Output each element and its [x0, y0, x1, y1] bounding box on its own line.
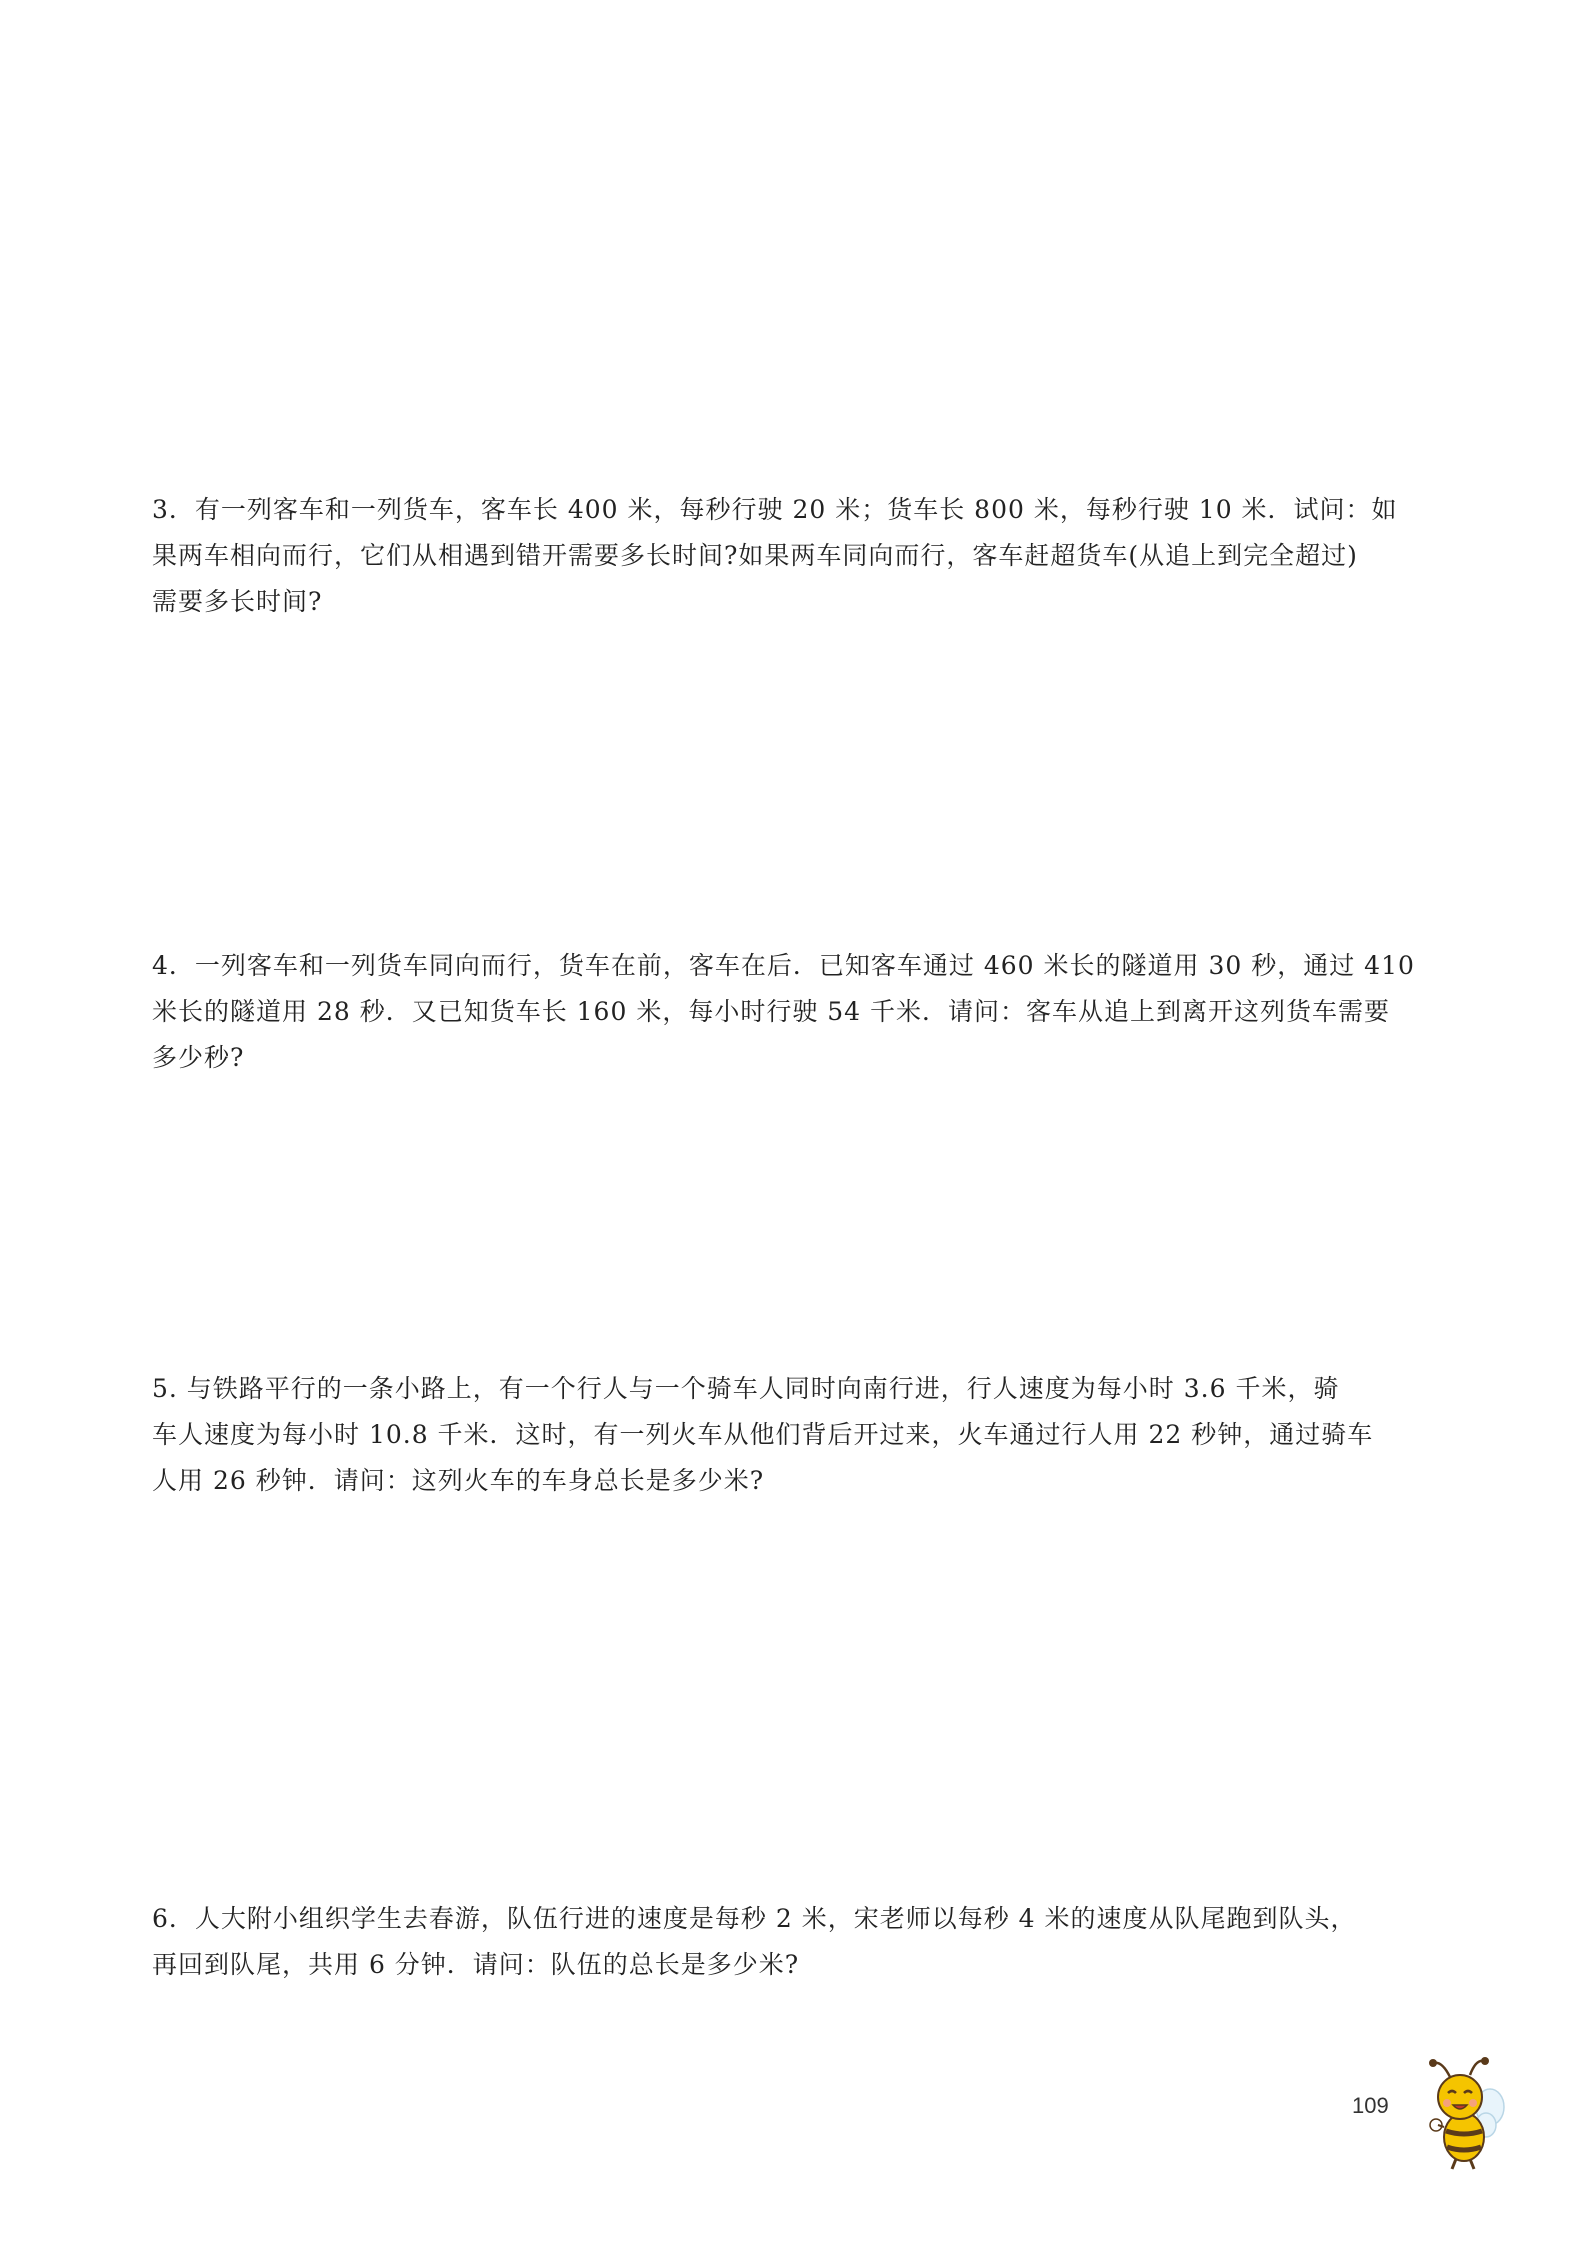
- bee-mascot-icon: [1420, 2055, 1510, 2175]
- problem-line: 4．一列客车和一列货车同向而行，货车在前，客车在后．已知客车通过 460 米长的隧道用 30 秒，通过 410: [152, 951, 1415, 980]
- problem-line: 6．人大附小组织学生去春游，队伍行进的速度是每秒 2 米，宋老师以每秒 4 米的速度从队尾跑到队头，: [152, 1904, 1357, 1933]
- problem-line: 多少秒?: [152, 1043, 245, 1072]
- page-number: 109: [1352, 2093, 1389, 2118]
- problem-6: [152, 1896, 1442, 1988]
- problem-line: 米长的隧道用 28 秒．又已知货车长 160 米，每小时行驶 54 千米．请问：客车从追上到离开这列货车需要: [152, 997, 1391, 1026]
- problem-4: [152, 943, 1442, 1081]
- problem-3: [152, 487, 1442, 625]
- problem-line: 5. 与铁路平行的一条小路上，有一个行人与一个骑车人同时向南行进，行人速度为每小时 3.6 千米，骑: [152, 1374, 1340, 1403]
- problem-5: [152, 1366, 1442, 1504]
- problem-line: 果两车相向而行，它们从相遇到错开需要多长时间?如果两车同向而行，客车赶超货车(从追上到完全超过): [152, 541, 1358, 570]
- problem-line: 再回到队尾，共用 6 分钟．请问：队伍的总长是多少米?: [152, 1950, 800, 1979]
- problem-line: 车人速度为每小时 10.8 千米．这时，有一列火车从他们背后开过来，火车通过行人用 22 秒钟，通过骑车: [152, 1420, 1374, 1449]
- problem-line: 人用 26 秒钟．请问：这列火车的车身总长是多少米?: [152, 1466, 765, 1495]
- problem-line: 需要多长时间?: [152, 587, 323, 616]
- problem-line: 3．有一列客车和一列货车，客车长 400 米，每秒行驶 20 米；货车长 800 米，每秒行驶 10 米．试问：如: [152, 495, 1398, 524]
